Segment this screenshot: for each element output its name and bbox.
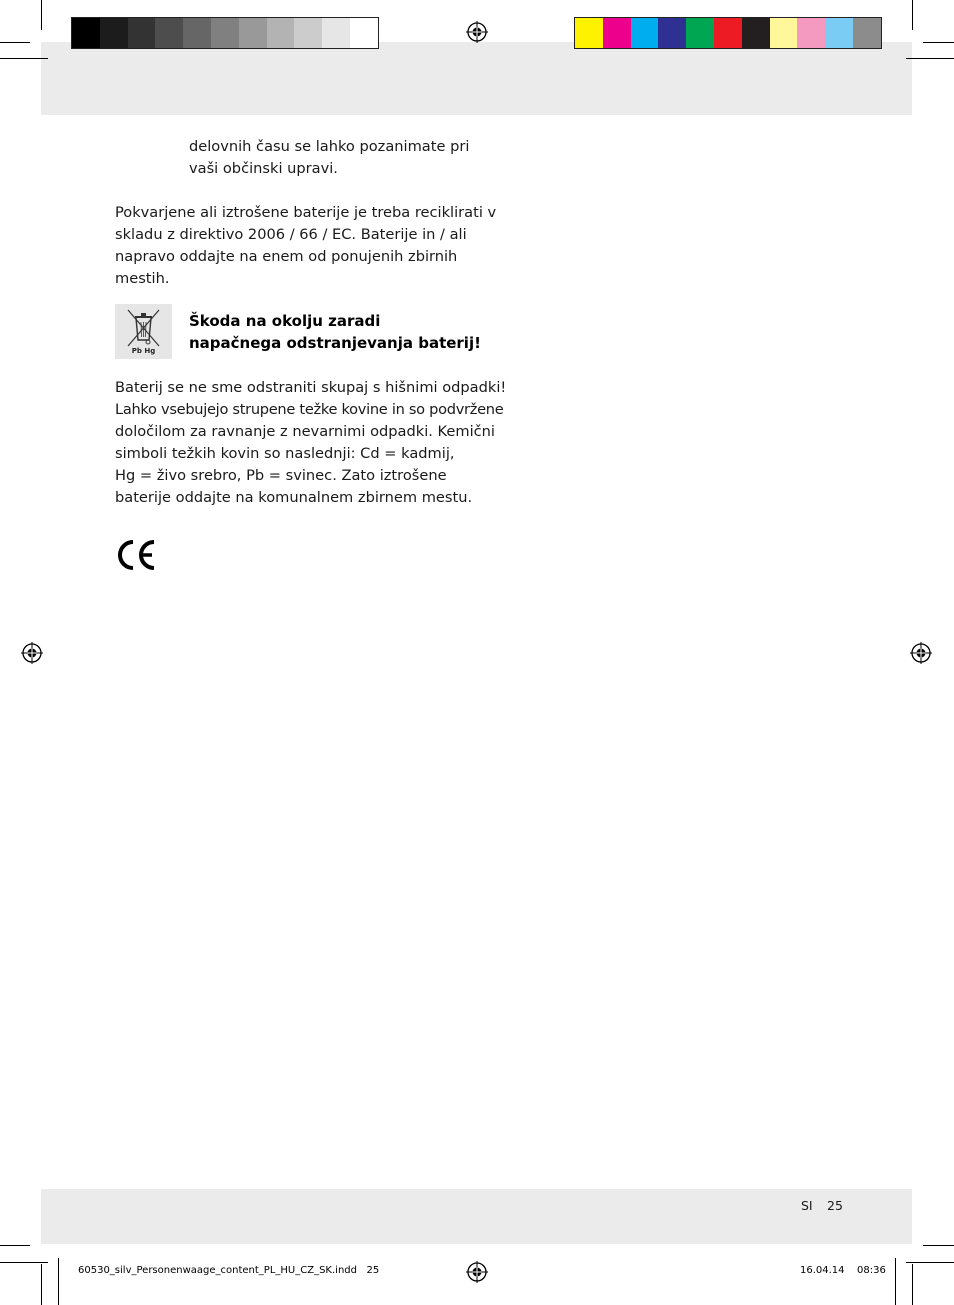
color-swatch (183, 18, 211, 48)
crop-mark (923, 1245, 954, 1246)
warning-heading (189, 310, 481, 354)
page-language: SI (801, 1198, 813, 1213)
header-band (41, 42, 912, 115)
crop-mark (41, 0, 42, 30)
color-swatch (294, 18, 322, 48)
crop-mark (58, 1258, 59, 1305)
ce-mark-icon (114, 538, 158, 572)
crossed-bin-warning-icon (115, 304, 172, 359)
registration-mark-icon (466, 1261, 488, 1283)
color-swatch (350, 18, 378, 48)
color-swatch (686, 18, 714, 48)
crop-mark (923, 42, 954, 43)
heavy-metals-label: Pb Hg (131, 347, 156, 355)
color-swatch (322, 18, 350, 48)
crop-mark (0, 1245, 30, 1246)
registration-mark-icon (466, 21, 488, 43)
text-line: skladu z direktivo 2006 / 66 / EC. Baterije in / ali (115, 226, 467, 243)
crop-mark (906, 58, 954, 59)
text-line: vaši občinski upravi. (189, 160, 338, 177)
crop-mark (41, 1264, 42, 1305)
registration-mark-icon (21, 642, 43, 664)
text-line: simboli težkih kovin so naslednji: Cd = kadmij, (115, 445, 455, 462)
heading-line: Škoda na okolju zaradi (189, 312, 381, 330)
color-swatch (658, 18, 686, 48)
crop-mark (912, 1264, 913, 1305)
text-line: Baterij se ne sme odstraniti skupaj s hišnimi odpadki! (115, 379, 507, 396)
color-swatch (797, 18, 825, 48)
crop-mark (0, 58, 48, 59)
registration-mark-icon (910, 642, 932, 664)
color-swatch (155, 18, 183, 48)
color-swatch (267, 18, 295, 48)
recycling-paragraph (115, 202, 496, 290)
color-swatch (631, 18, 659, 48)
color-swatch (211, 18, 239, 48)
text-line: določilom za ravnanje z nevarnimi odpadki. Kemični (115, 423, 495, 440)
color-swatch-bar (574, 17, 882, 49)
grayscale-swatch-bar (71, 17, 379, 49)
color-swatch (72, 18, 100, 48)
color-swatch (239, 18, 267, 48)
page-number: 25 (827, 1198, 843, 1213)
color-swatch (770, 18, 798, 48)
color-swatch (100, 18, 128, 48)
print-time: 08:36 (857, 1265, 886, 1276)
text-line: Hg = živo srebro, Pb = svinec. Zato iztrošene (115, 467, 447, 484)
footer-band (41, 1189, 912, 1244)
crop-mark (912, 0, 913, 30)
color-swatch (575, 18, 603, 48)
crop-mark (895, 1258, 896, 1305)
text-line: mestih. (115, 270, 170, 287)
color-swatch (742, 18, 770, 48)
crop-mark (0, 1262, 48, 1263)
text-line: Lahko vsebujejo strupene težke kovine in so podvržene (115, 401, 504, 418)
file-name: 60530_silv_Personenwaage_content_PL_HU_CZ_SK.indd 25 (78, 1265, 380, 1276)
print-date: 16.04.14 (800, 1265, 845, 1276)
color-swatch (714, 18, 742, 48)
text-line: napravo oddajte na enem od ponujenih zbirnih (115, 248, 458, 265)
heading-line: napačnega odstranjevanja baterij! (189, 334, 481, 352)
color-swatch (128, 18, 156, 48)
color-swatch (853, 18, 881, 48)
color-swatch (603, 18, 631, 48)
continuation-paragraph (189, 136, 469, 180)
crop-mark (0, 42, 30, 43)
heavy-metals-paragraph (115, 377, 506, 509)
text-line: baterije oddajte na komunalnem zbirnem mestu. (115, 489, 473, 506)
text-line: Pokvarjene ali iztrošene baterije je treba reciklirati v (115, 204, 497, 221)
crop-mark (906, 1262, 954, 1263)
color-swatch (825, 18, 853, 48)
text-line: delovnih času se lahko pozanimate pri (189, 138, 470, 155)
